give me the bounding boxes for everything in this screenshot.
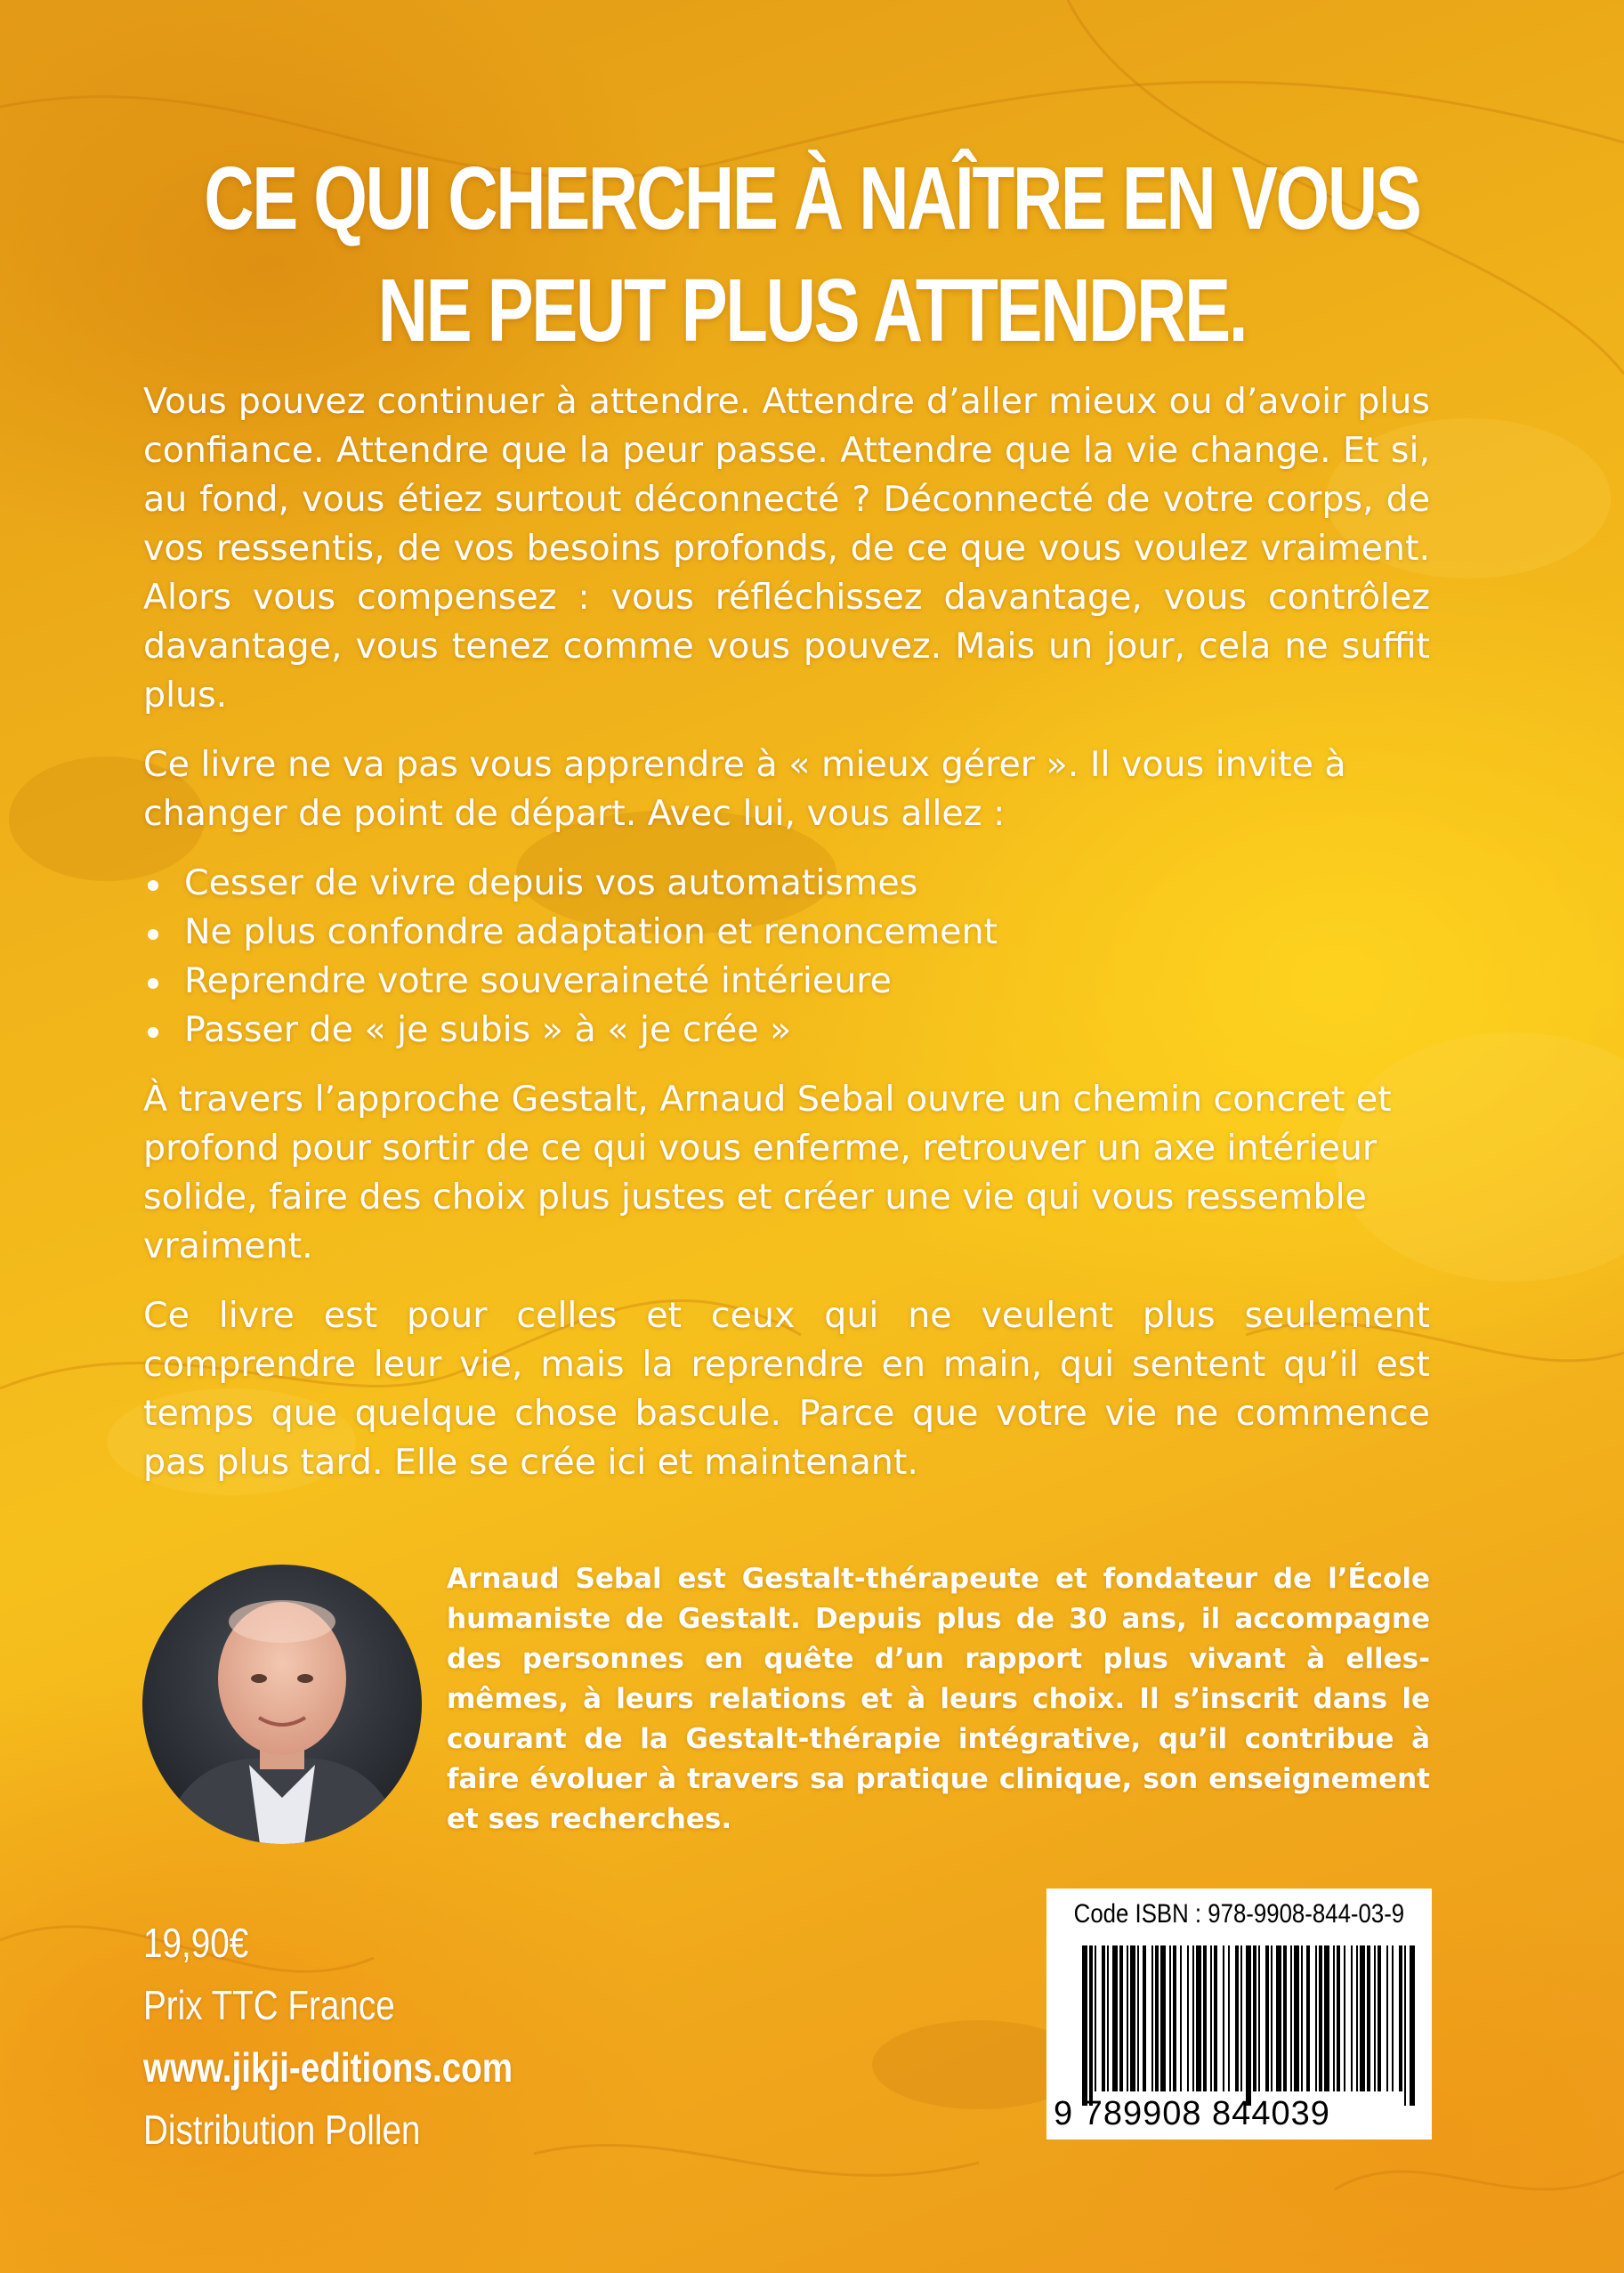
barcode-bar: [1223, 1945, 1224, 2091]
barcode-digits: 9 789908 844039: [1054, 2095, 1330, 2132]
benefit-item: Ne plus confondre adaptation et renoncement: [143, 908, 1430, 957]
blurb: [143, 377, 1430, 1508]
barcode-bar: [1155, 1945, 1159, 2091]
barcode-bar: [1130, 1945, 1135, 2091]
barcode-bar: [1180, 1945, 1182, 2091]
publisher-website: www.jikji-editions.com: [143, 2044, 513, 2091]
barcode-bar: [1151, 1945, 1153, 2091]
benefit-item: Cesser de vivre depuis vos automatismes: [143, 859, 1430, 908]
barcode-bar: [1119, 1945, 1123, 2091]
barcode-bar: [1253, 1945, 1256, 2091]
barcode-bar: [1351, 1945, 1353, 2091]
publisher-info: [143, 1912, 513, 2161]
barcode-bar: [1169, 1945, 1171, 2091]
barcode-bar: [1112, 1945, 1118, 2091]
blurb-paragraph-3: À travers l’approche Gestalt, Arnaud Sebal ouvre un chemin concret et profond pour sortir de ce qui vous enferme, retrouver un axe intérieur solide, faire des choix plus justes et créer une vie qui vous ressemble vraiment.: [143, 1079, 1392, 1266]
barcode-bar: [1319, 1945, 1322, 2091]
barcode-bar: [1306, 1945, 1310, 2091]
barcode-bar: [1258, 1945, 1260, 2091]
barcode-bar: [1107, 1945, 1109, 2091]
benefit-item: Reprendre votre souveraineté intérieure: [143, 957, 1430, 1006]
barcode-bar: [1095, 1945, 1096, 2091]
barcode-bar: [1203, 1945, 1207, 2091]
barcode-bar: [1265, 1945, 1269, 2091]
barcode-bar: [1173, 1945, 1176, 2091]
barcode-bar: [1315, 1945, 1317, 2091]
barcode-bar: [1367, 1945, 1370, 2091]
barcode-bar: [1196, 1945, 1201, 2091]
barcode-bar: [1283, 1945, 1287, 2091]
barcode-bar: [1160, 1945, 1166, 2091]
barcode-bar: [1246, 1945, 1251, 2106]
barcode-bar: [1214, 1945, 1217, 2091]
barcode-bar: [1360, 1945, 1365, 2091]
barcode-bar: [1392, 1945, 1394, 2091]
bullet-icon: [148, 880, 158, 891]
barcode-bar: [1337, 1945, 1340, 2091]
barcode-bar: [1102, 1945, 1105, 2091]
barcode-bar: [1127, 1945, 1128, 2091]
headline-line-2: NE PEUT PLUS ATTENDRE.: [377, 261, 1247, 360]
bullet-icon: [148, 929, 158, 940]
blurb-paragraph-2: Ce livre ne va pas vous apprendre à « mieux gérer ». Il vous invite à changer de point de départ. Avec lui, vous allez :: [143, 744, 1346, 834]
blurb-paragraph-4: Ce livre est pour celles et ceux qui ne veulent plus seulement comprendre leur vie, mais la reprendre en main, qui sentent qu’il est temps que quelque chose bascule. Parce que votre vie ne commence pas plus tard. Elle se crée ici et maintenant.: [143, 1295, 1430, 1483]
bullet-icon: [148, 978, 158, 989]
barcode-bar: [1089, 1945, 1093, 2106]
isbn-label: Code ISBN : 978-9908-844-03-9: [1073, 1899, 1405, 1929]
blurb-paragraph-1: Vous pouvez continuer à attendre. Attendre d’aller mieux ou d’avoir plus confiance. Attendre que la peur passe. Attendre que la vie change. Et si, au fond, vous étiez surtout déconnecté ? Déconnecté de votre corps, de vos ressentis, de vos besoins profonds, de ce que vous voulez vraiment. Alors vous compensez : vous réfléchissez davantage, vous contrôlez davantage, vous tenez comme vous pouvez. Mais un jour, cela ne suffit plus.: [143, 381, 1430, 716]
headline-line-1: CE QUI CHERCHE À NAÎTRE EN VOUS: [204, 149, 1420, 248]
cover-headline: [179, 142, 1446, 367]
barcode-bar: [1324, 1945, 1329, 2091]
price-note: Prix TTC France: [143, 1982, 395, 2028]
author-bio: Arnaud Sebal est Gestalt-thérapeute et fondateur de l’École humaniste de Gestalt. Depuis plus de 30 ans, il accompagne des personnes en quête d’un rapport plus vivant à elles-mêmes, à leurs relations et à leurs choix. Il s’inscrit dans le courant de la Gestalt-thérapie intégrative, qu’il contribue à faire évoluer à travers sa pratique clinique, son enseignement et ses recherches.: [447, 1563, 1430, 1835]
barcode-bar: [1276, 1945, 1281, 2091]
barcode-bar: [1399, 1945, 1402, 2091]
barcode-bar: [1344, 1945, 1345, 2091]
barcode-bar: [1240, 1945, 1242, 2091]
barcode-bar: [1228, 1945, 1230, 2091]
price: 19,90€: [143, 1920, 249, 1966]
isbn-barcode: [1046, 1889, 1432, 2140]
barcode-bar: [1333, 1945, 1335, 2091]
author-photo: [142, 1565, 422, 1844]
barcode-bar: [1192, 1945, 1194, 2091]
barcode-bar: [1271, 1945, 1273, 2091]
distribution: Distribution Pollen: [143, 2107, 421, 2153]
barcode-bar: [1294, 1945, 1299, 2091]
benefits-list: [143, 859, 1430, 1055]
barcode-bar: [1356, 1945, 1358, 2091]
benefit-item: Passer de « je subis » à « je crée »: [143, 1006, 1430, 1055]
barcode-bar: [1410, 1945, 1415, 2106]
barcode-bar: [1235, 1945, 1239, 2091]
barcode-bar: [1374, 1945, 1376, 2091]
barcode-bar: [1290, 1945, 1292, 2091]
barcode-bar: [1301, 1945, 1303, 2091]
barcode-bar: [1082, 1945, 1087, 2106]
author-portrait-icon: [142, 1565, 422, 1844]
barcode-bar: [1137, 1945, 1139, 2091]
barcode-bar: [1386, 1945, 1388, 2091]
barcode-bar: [1143, 1945, 1146, 2091]
barcode-bar: [1378, 1945, 1381, 2091]
barcode-bar: [1210, 1945, 1212, 2091]
barcode-bar: [1187, 1945, 1189, 2091]
barcode-bar: [1404, 1945, 1406, 2106]
bullet-icon: [148, 1027, 158, 1038]
